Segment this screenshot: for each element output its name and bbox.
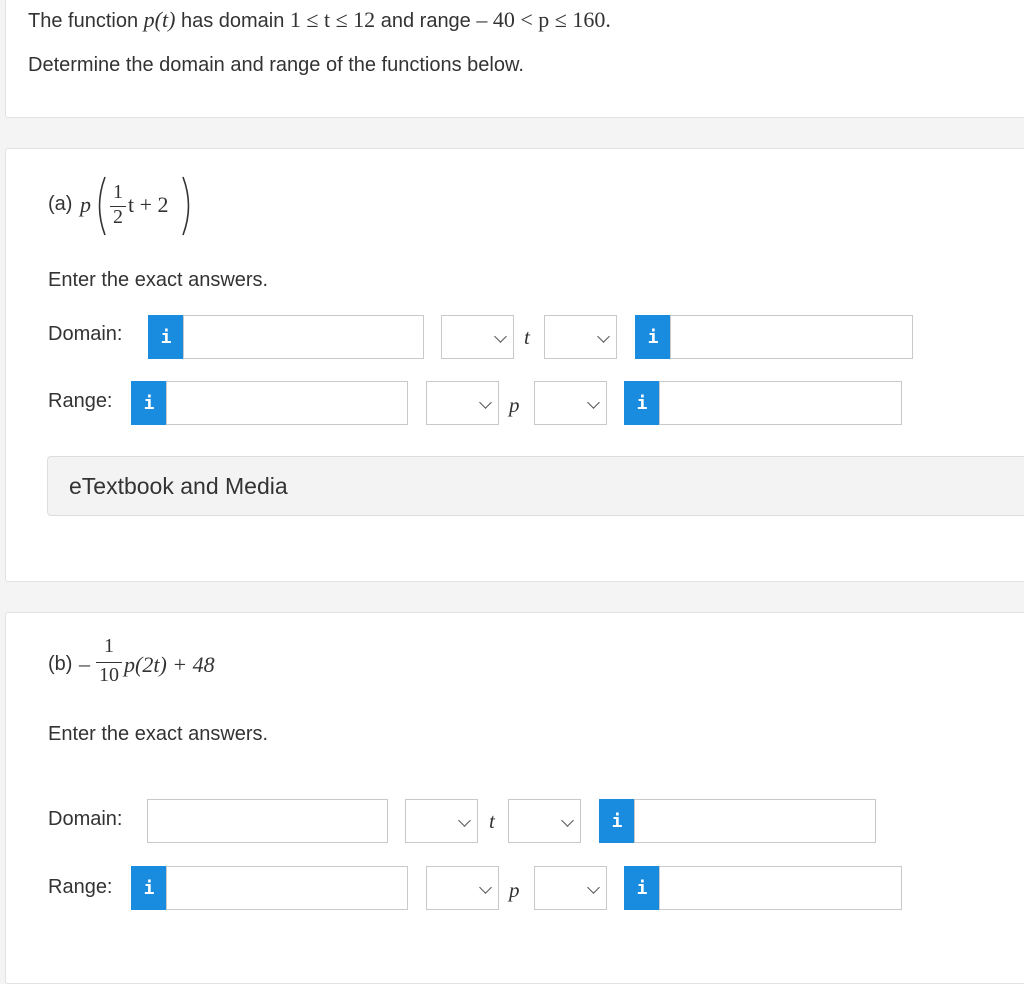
part-b-rest: p(2t) + 48	[124, 652, 215, 677]
chevron-down-icon	[597, 330, 610, 343]
part-a-range-variable: p	[509, 393, 520, 417]
part-b-domain-lower-input[interactable]	[147, 799, 388, 843]
chevron-down-icon	[479, 881, 492, 894]
part-a-range-lower-operator-select[interactable]	[426, 381, 499, 425]
etextbook-media-button[interactable]: eTextbook and Media	[47, 456, 1024, 516]
part-a-domain-lower-operator-select[interactable]	[441, 315, 514, 359]
part-a-range-lower-input[interactable]	[166, 381, 408, 425]
part-a-instructions: Enter the exact answers.	[48, 269, 269, 291]
part-a-range-lower-info-icon[interactable]: i	[131, 381, 167, 425]
fraction-one-tenth: 1 10	[96, 635, 122, 691]
function-name: p(t)	[143, 7, 176, 32]
chevron-down-icon	[561, 814, 574, 827]
left-paren	[92, 175, 108, 237]
part-b-range-lower-info-icon[interactable]: i	[131, 866, 167, 910]
part-a-domain-upper-operator-select[interactable]	[544, 315, 617, 359]
part-b-range-upper-info-icon[interactable]: i	[624, 866, 660, 910]
part-a-domain-label: Domain:	[48, 323, 123, 345]
chevron-down-icon	[587, 881, 600, 894]
part-a-domain-lower-info-icon[interactable]: i	[148, 315, 184, 359]
part-b-range-upper-operator-select[interactable]	[534, 866, 607, 910]
chevron-down-icon	[494, 330, 507, 343]
part-b-domain-label: Domain:	[48, 808, 123, 830]
part-a-range-label: Range:	[48, 390, 113, 412]
part-a-range-upper-input[interactable]	[659, 381, 902, 425]
part-a-expression: (a) p 1 2 t + 2	[48, 171, 248, 241]
part-a-range-upper-operator-select[interactable]	[534, 381, 607, 425]
part-a-domain-upper-input[interactable]	[670, 315, 913, 359]
domain-expression: 1 ≤ t ≤ 12	[289, 7, 376, 32]
part-b-domain-lower-operator-select[interactable]	[405, 799, 478, 843]
part-b-range-lower-input[interactable]	[166, 866, 408, 910]
part-b-range-variable: p	[509, 878, 520, 902]
part-b-card	[5, 612, 1024, 984]
part-a-domain-upper-info-icon[interactable]: i	[635, 315, 671, 359]
range-expression: – 40 < p ≤ 160.	[476, 7, 611, 32]
part-b-range-label: Range:	[48, 876, 113, 898]
part-b-domain-upper-operator-select[interactable]	[508, 799, 581, 843]
problem-statement-card	[5, 0, 1024, 118]
chevron-down-icon	[479, 396, 492, 409]
part-a-range-upper-info-icon[interactable]: i	[624, 381, 660, 425]
fraction-one-half: 1 2	[110, 181, 126, 231]
part-b-range-upper-input[interactable]	[659, 866, 902, 910]
part-a-rest: t + 2	[128, 192, 169, 217]
chevron-down-icon	[458, 814, 471, 827]
part-a-domain-lower-input[interactable]	[183, 315, 424, 359]
part-b-instructions: Enter the exact answers.	[48, 723, 269, 745]
part-a-card	[5, 148, 1024, 582]
chevron-down-icon	[587, 396, 600, 409]
part-b-domain-variable: t	[489, 809, 495, 833]
problem-statement: The function p(t) has domain 1 ≤ t ≤ 12 and range – 40 < p ≤ 160.	[28, 7, 611, 32]
part-a-domain-variable: t	[524, 325, 530, 349]
part-b-domain-upper-info-icon[interactable]: i	[599, 799, 635, 843]
part-b-expression: (b) – 1 10 p(2t) + 48	[48, 635, 288, 705]
part-b-domain-upper-input[interactable]	[634, 799, 876, 843]
instruction-text: Determine the domain and range of the functions below.	[28, 54, 524, 76]
part-b-range-lower-operator-select[interactable]	[426, 866, 499, 910]
right-paren	[180, 175, 196, 237]
